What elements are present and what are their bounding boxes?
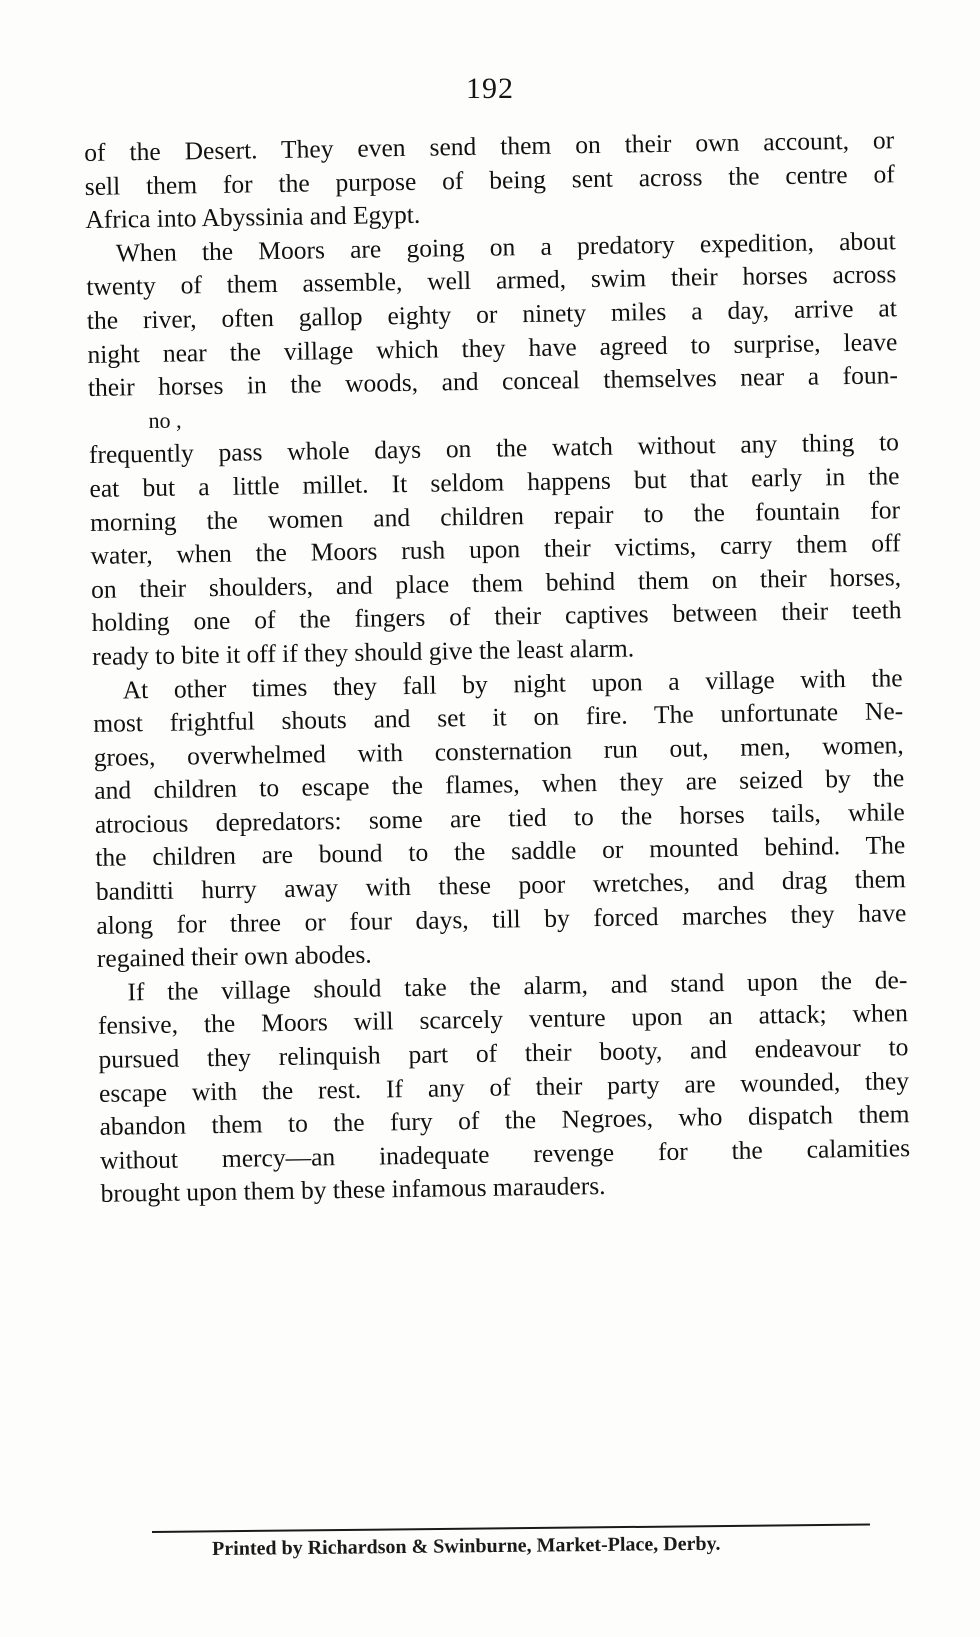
page-number: 192	[466, 72, 514, 105]
text-line: If the village should take the alarm, and stand upon the de-	[127, 965, 908, 1007]
body-text	[84, 123, 911, 1211]
text-line: eat but a little millet. It seldom happens but that early in the	[89, 461, 900, 503]
text-line: frequently pass whole days on the watch without any thing to	[88, 427, 900, 470]
text-line: their horses in the woods, and conceal themselves near a foun-	[87, 360, 899, 403]
text-line: along for three or four days, till by forced marches they have	[96, 897, 907, 940]
text-line: At other times they fall by night upon a village with the	[122, 662, 903, 704]
text-line: night near the village which they have agreed to surprise, leave	[87, 326, 898, 369]
text-line: pursued they relinquish part of their booty, and endeavour to	[98, 1032, 909, 1074]
text-line: abandon them to the fury of the Negroes, who dispatch them	[99, 1099, 910, 1142]
text-line: of the Desert. They even send them on their own account, or	[84, 125, 895, 167]
text-line: sell them for the purpose of being sent across the centre of	[84, 158, 895, 201]
text-line: without mercy—an inadequate revenge for the calamities	[99, 1132, 911, 1175]
text-line: banditti hurry away with these poor wretches, and drag them	[95, 864, 906, 906]
text-line: holding one of the fingers of their captives between their teeth	[91, 595, 902, 638]
text-line: and children to escape the flames, when they are seized by the	[94, 763, 905, 806]
text-line: the river, often gallop eighty or ninety miles a day, arrive at	[86, 293, 898, 335]
text-line: brought upon them by these infamous marauders.	[100, 1171, 606, 1209]
text-line: groes, overwhelmed with consternation run out, men, women,	[93, 729, 904, 772]
text-line: When the Moors are going on a predatory expedition, about	[115, 226, 896, 268]
text-line: atrocious depredators: some are tied to the horses tails, while	[94, 797, 905, 839]
text-line: most frightful shouts and set it on fire. The unfortunate Ne-	[93, 696, 904, 739]
text-line: twenty of them assemble, well armed, swim their horses across	[86, 259, 897, 302]
text-line: ready to bite it off if they should give the least alarm.	[91, 633, 635, 671]
printer-imprint: Printed by Richardson & Swinburne, Market-Place, Derby.	[212, 1532, 721, 1560]
text-line-fragment: no ,	[148, 407, 182, 433]
text-line: regained their own abodes.	[96, 939, 372, 974]
text-line: escape with the rest. If any of their party are wounded, they	[98, 1065, 910, 1108]
text-line: on their shoulders, and place them behind them on their horses,	[90, 561, 902, 604]
text-line: the children are bound to the saddle or mounted behind. The	[95, 830, 906, 873]
text-line: fensive, the Moors will scarcely venture upon an attack; when	[97, 998, 909, 1041]
text-line: water, when the Moors rush upon their victims, carry them off	[90, 528, 901, 571]
text-line: Africa into Abyssinia and Egypt.	[85, 199, 421, 235]
text-line: morning the women and children repair to the fountain for	[89, 494, 901, 537]
